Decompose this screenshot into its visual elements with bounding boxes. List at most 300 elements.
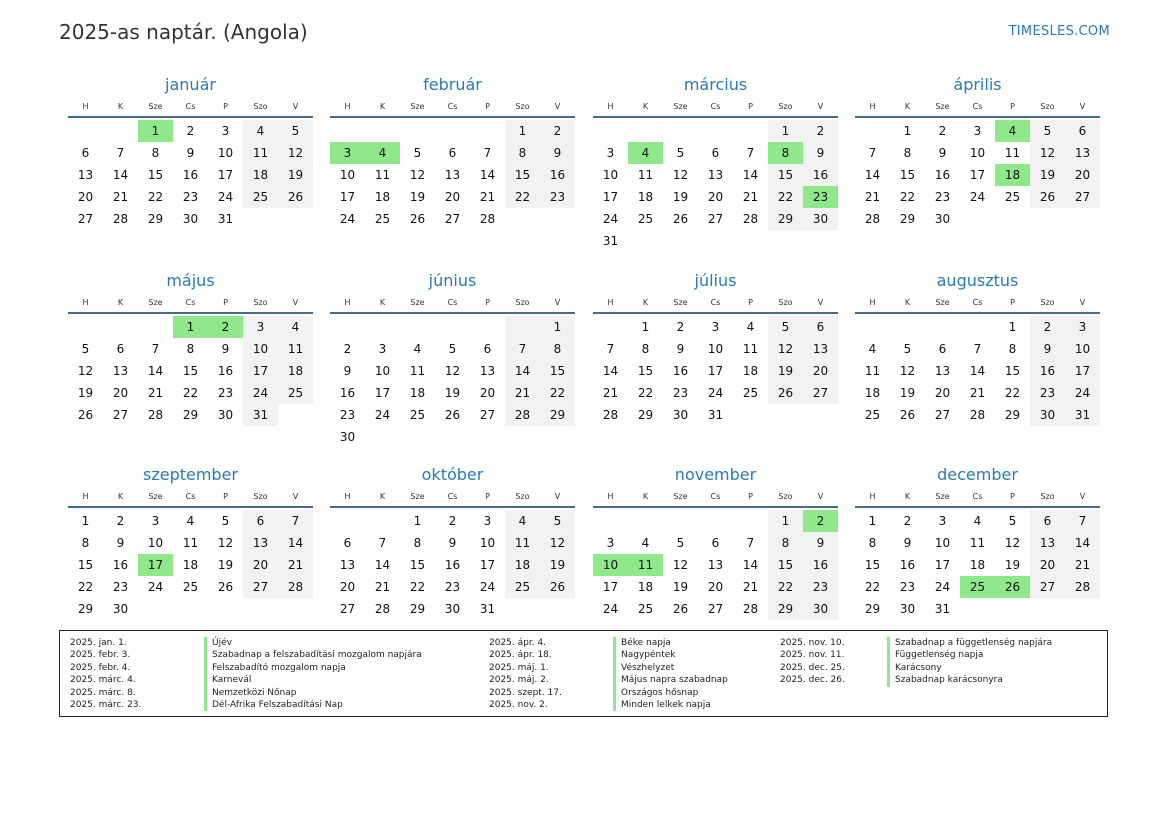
weekday-label: H: [869, 491, 876, 501]
empty-cell: [593, 316, 628, 338]
weekday-label: H: [344, 491, 351, 501]
day: 10: [602, 168, 619, 182]
day: 2: [903, 514, 912, 528]
weekday-label: H: [869, 297, 876, 307]
weekday-header: [330, 292, 575, 314]
day: 2: [116, 514, 125, 528]
holiday-day: 4: [995, 120, 1030, 142]
day: 19: [672, 580, 689, 594]
day: 14: [864, 168, 881, 182]
day: 24: [602, 602, 619, 616]
day: 23: [182, 190, 199, 204]
day-grid: [68, 510, 313, 620]
empty-cell: [470, 120, 505, 142]
holiday-day: 3: [330, 142, 365, 164]
weekday-label: P: [1010, 297, 1015, 307]
weekday-label: Cs: [710, 491, 721, 501]
day: 23: [217, 386, 234, 400]
day: 1: [903, 124, 912, 138]
day: 20: [112, 386, 129, 400]
weekday-header: [593, 96, 838, 118]
day: 3: [606, 536, 615, 550]
day: 12: [672, 558, 689, 572]
empty-cell: [400, 120, 435, 142]
weekday-header: [593, 486, 838, 508]
day: 18: [742, 364, 759, 378]
day: 1: [868, 514, 877, 528]
day: 6: [116, 342, 125, 356]
holiday-day: 2: [803, 510, 838, 532]
day: 31: [1065, 404, 1100, 426]
day: 30: [1030, 404, 1065, 426]
day: 10: [707, 342, 724, 356]
day: 16: [112, 558, 129, 572]
day: 28: [742, 212, 759, 226]
day: 18: [278, 360, 313, 382]
weekday-header: [68, 292, 313, 314]
day: 23: [112, 580, 129, 594]
weekday-label: H: [607, 297, 614, 307]
empty-cell: [593, 120, 628, 142]
day: 29: [637, 408, 654, 422]
day: 26: [768, 382, 803, 404]
weekday-label: P: [748, 101, 753, 111]
day: 2: [186, 124, 195, 138]
day: 7: [378, 536, 387, 550]
day: 20: [803, 360, 838, 382]
day: 1: [641, 320, 650, 334]
day: 3: [1065, 316, 1100, 338]
day: 21: [112, 190, 129, 204]
weekday-label: Sze: [935, 297, 950, 307]
day: 30: [672, 408, 689, 422]
day: 9: [116, 536, 125, 550]
legend-holiday-name: Szabadnap a függetlenség napjára: [895, 638, 1053, 648]
day: 15: [768, 164, 803, 186]
day: 15: [899, 168, 916, 182]
day: 8: [151, 146, 160, 160]
day: 15: [540, 360, 575, 382]
holiday-day: 17: [138, 554, 173, 576]
empty-cell: [435, 316, 470, 338]
day: 24: [479, 580, 496, 594]
day: 9: [221, 342, 230, 356]
month-name: augusztus: [936, 271, 1019, 290]
day: 26: [278, 186, 313, 208]
legend-date: 2025. márc. 23.: [70, 699, 142, 710]
day: 6: [803, 316, 838, 338]
empty-cell: [855, 316, 890, 338]
weekday-label: V: [292, 297, 299, 307]
day: 10: [147, 536, 164, 550]
day: 21: [969, 386, 986, 400]
month-name: december: [937, 465, 1018, 484]
day: 13: [707, 558, 724, 572]
day: 25: [374, 212, 391, 226]
day: 17: [602, 580, 619, 594]
weekday-label: H: [607, 491, 614, 501]
holiday-day: 2: [208, 316, 243, 338]
day: 28: [112, 212, 129, 226]
day: 16: [803, 554, 838, 576]
weekday-label: Cs: [447, 491, 458, 501]
day: 20: [707, 580, 724, 594]
day: 24: [707, 386, 724, 400]
day: 7: [606, 342, 615, 356]
empty-cell: [138, 316, 173, 338]
day: 1: [768, 120, 803, 142]
weekday-label: Sze: [935, 101, 950, 111]
day: 11: [182, 536, 199, 550]
day-grid: [68, 120, 313, 230]
day: 16: [339, 386, 356, 400]
month-2: [330, 74, 575, 230]
day: 11: [969, 536, 986, 550]
day: 15: [768, 554, 803, 576]
day: 26: [444, 408, 461, 422]
weekday-label: Szo: [778, 297, 793, 307]
day: 29: [768, 208, 803, 230]
day: 5: [81, 342, 90, 356]
weekday-label: Cs: [185, 491, 196, 501]
day: 28: [742, 602, 759, 616]
day: 10: [339, 168, 356, 182]
day: 27: [707, 602, 724, 616]
day: 22: [768, 576, 803, 598]
day: 16: [540, 164, 575, 186]
day: 18: [864, 386, 881, 400]
day: 14: [147, 364, 164, 378]
day: 30: [899, 602, 916, 616]
weekday-label: P: [223, 491, 228, 501]
month-name: szeptember: [142, 465, 238, 484]
day: 21: [742, 190, 759, 204]
weekday-header: [855, 96, 1100, 118]
day: 7: [868, 146, 877, 160]
day: 16: [182, 168, 199, 182]
day: 4: [186, 514, 195, 528]
empty-cell: [663, 120, 698, 142]
day: 7: [746, 536, 755, 550]
holiday-legend: [59, 630, 1108, 717]
day: 20: [1030, 554, 1065, 576]
day: 11: [742, 342, 759, 356]
day: 9: [540, 142, 575, 164]
day: 5: [1008, 514, 1017, 528]
weekday-label: P: [485, 491, 490, 501]
day: 30: [803, 208, 838, 230]
holiday-day: 8: [768, 142, 803, 164]
weekday-label: H: [607, 101, 614, 111]
holiday-day: 1: [138, 120, 173, 142]
legend-date: 2025. nov. 11.: [780, 650, 845, 661]
day: 27: [77, 212, 94, 226]
day: 19: [444, 386, 461, 400]
day: 15: [1004, 364, 1021, 378]
day: 25: [182, 580, 199, 594]
weekday-label: Szo: [778, 101, 793, 111]
day: 12: [768, 338, 803, 360]
day: 25: [742, 386, 759, 400]
day: 7: [116, 146, 125, 160]
day: 5: [903, 342, 912, 356]
weekday-label: Cs: [447, 101, 458, 111]
day: 17: [374, 386, 391, 400]
day-grid: [855, 510, 1100, 620]
holiday-day: 18: [995, 164, 1030, 186]
day: 5: [540, 510, 575, 532]
day: 6: [938, 342, 947, 356]
day: 13: [1065, 142, 1100, 164]
day: 13: [444, 168, 461, 182]
day: 15: [147, 168, 164, 182]
day: 3: [151, 514, 160, 528]
day: 21: [479, 190, 496, 204]
day: 19: [1004, 558, 1021, 572]
holiday-day: 1: [173, 316, 208, 338]
day: 6: [711, 536, 720, 550]
day: 6: [448, 146, 457, 160]
holiday-day: 26: [995, 576, 1030, 598]
day: 8: [413, 536, 422, 550]
empty-cell: [733, 120, 768, 142]
day: 5: [1030, 120, 1065, 142]
empty-cell: [330, 120, 365, 142]
day: 12: [217, 536, 234, 550]
day: 8: [768, 532, 803, 554]
day: 19: [278, 164, 313, 186]
day: 15: [77, 558, 94, 572]
weekday-label: H: [82, 297, 89, 307]
empty-cell: [925, 316, 960, 338]
day: 10: [217, 146, 234, 160]
legend-date: 2025. szept. 17.: [489, 687, 562, 698]
day: 31: [707, 408, 724, 422]
weekday-label: H: [82, 101, 89, 111]
day: 28: [147, 408, 164, 422]
weekday-label: V: [554, 491, 561, 501]
day: 23: [540, 186, 575, 208]
weekday-label: V: [554, 297, 561, 307]
day: 11: [374, 168, 391, 182]
empty-cell: [663, 510, 698, 532]
day: 31: [934, 602, 951, 616]
day: 6: [243, 510, 278, 532]
day: 20: [1065, 164, 1100, 186]
empty-cell: [890, 316, 925, 338]
empty-cell: [470, 316, 505, 338]
day: 18: [182, 558, 199, 572]
weekday-label: Sze: [673, 297, 688, 307]
weekday-label: V: [292, 491, 299, 501]
day: 12: [278, 142, 313, 164]
day: 15: [505, 164, 540, 186]
day: 8: [903, 146, 912, 160]
month-name: április: [953, 75, 1002, 94]
day: 30: [112, 602, 129, 616]
empty-cell: [103, 316, 138, 338]
legend-date: 2025. febr. 3.: [70, 650, 131, 661]
weekday-label: Sze: [673, 491, 688, 501]
site-link[interactable]: TIMESLES.COM: [1008, 24, 1110, 39]
day: 22: [899, 190, 916, 204]
day: 13: [934, 364, 951, 378]
day: 21: [374, 580, 391, 594]
day: 29: [77, 602, 94, 616]
weekday-label: Szo: [253, 297, 268, 307]
day: 8: [81, 536, 90, 550]
weekday-label: Szo: [253, 491, 268, 501]
day: 18: [505, 554, 540, 576]
day: 31: [217, 212, 234, 226]
weekday-label: Szo: [1040, 297, 1055, 307]
day: 3: [378, 342, 387, 356]
day: 1: [505, 120, 540, 142]
day: 15: [637, 364, 654, 378]
day: 21: [742, 580, 759, 594]
day: 23: [444, 580, 461, 594]
weekday-header: [855, 292, 1100, 314]
day: 3: [606, 146, 615, 160]
day-grid: [593, 120, 838, 252]
day: 10: [1065, 338, 1100, 360]
day: 22: [540, 382, 575, 404]
day: 20: [339, 580, 356, 594]
day: 11: [409, 364, 426, 378]
day: 27: [112, 408, 129, 422]
day: 5: [768, 316, 803, 338]
day: 29: [409, 602, 426, 616]
day: 19: [768, 360, 803, 382]
day: 1: [1008, 320, 1017, 334]
day: 2: [448, 514, 457, 528]
day: 6: [1030, 510, 1065, 532]
day: 27: [243, 576, 278, 598]
day: 22: [77, 580, 94, 594]
day: 5: [278, 120, 313, 142]
weekday-label: P: [223, 101, 228, 111]
legend-holiday-name: Szabadnap karácsonyra: [895, 675, 1003, 686]
day: 23: [934, 190, 951, 204]
day: 18: [637, 190, 654, 204]
weekday-label: V: [817, 491, 824, 501]
weekday-label: P: [1010, 491, 1015, 501]
day: 30: [339, 430, 356, 444]
weekday-label: H: [344, 101, 351, 111]
day: 16: [803, 164, 838, 186]
weekday-label: Szo: [515, 101, 530, 111]
day: 4: [641, 536, 650, 550]
day: 14: [1065, 532, 1100, 554]
legend-holiday-name: Vészhelyzet: [621, 662, 675, 673]
day: 8: [505, 142, 540, 164]
legend-date: 2025. márc. 4.: [70, 675, 136, 686]
weekday-label: P: [485, 101, 490, 111]
day: 19: [672, 190, 689, 204]
legend-date: 2025. nov. 2.: [489, 699, 548, 710]
weekday-label: Sze: [148, 491, 163, 501]
day: 5: [676, 536, 685, 550]
day: 23: [672, 386, 689, 400]
day: 24: [1065, 382, 1100, 404]
page-title: 2025-as naptár. (Angola): [59, 20, 308, 44]
day: 26: [672, 602, 689, 616]
day: 2: [676, 320, 685, 334]
day: 27: [339, 602, 356, 616]
weekday-label: K: [642, 491, 649, 501]
month-7: [593, 270, 838, 426]
weekday-label: P: [485, 297, 490, 307]
day: 3: [221, 124, 230, 138]
day: 21: [864, 190, 881, 204]
day: 3: [711, 320, 720, 334]
month-name: június: [428, 271, 477, 290]
day: 24: [934, 580, 951, 594]
legend-date: 2025. máj. 1.: [489, 662, 549, 673]
day: 9: [676, 342, 685, 356]
month-name: október: [421, 465, 484, 484]
month-1: [68, 74, 313, 230]
day: 30: [217, 408, 234, 422]
day: 8: [641, 342, 650, 356]
weekday-label: Szo: [778, 491, 793, 501]
holiday-day: 4: [365, 142, 400, 164]
weekday-label: K: [117, 491, 124, 501]
weekday-label: Cs: [185, 297, 196, 307]
day: 21: [1065, 554, 1100, 576]
day: 20: [77, 190, 94, 204]
empty-cell: [400, 316, 435, 338]
day: 26: [1030, 186, 1065, 208]
day: 17: [707, 364, 724, 378]
legend-date: 2025. dec. 26.: [780, 675, 845, 686]
day: 30: [803, 598, 838, 620]
day: 27: [803, 382, 838, 404]
day: 27: [1030, 576, 1065, 598]
legend-date: 2025. ápr. 18.: [489, 650, 552, 661]
day: 28: [602, 408, 619, 422]
day: 8: [1008, 342, 1017, 356]
day: 2: [343, 342, 352, 356]
day: 6: [483, 342, 492, 356]
day: 20: [479, 386, 496, 400]
day: 18: [969, 558, 986, 572]
day: 10: [479, 536, 496, 550]
day: 11: [505, 532, 540, 554]
month-6: [330, 270, 575, 448]
day: 13: [1030, 532, 1065, 554]
day: 3: [483, 514, 492, 528]
month-4: [855, 74, 1100, 230]
day: 6: [1065, 120, 1100, 142]
month-name: február: [423, 75, 482, 94]
weekday-label: Sze: [935, 491, 950, 501]
day: 7: [151, 342, 160, 356]
day: 2: [540, 120, 575, 142]
day: 26: [899, 408, 916, 422]
day: 17: [217, 168, 234, 182]
day: 4: [868, 342, 877, 356]
day: 31: [243, 404, 278, 426]
weekday-label: Cs: [710, 101, 721, 111]
day: 27: [444, 212, 461, 226]
day: 20: [707, 190, 724, 204]
day: 24: [147, 580, 164, 594]
weekday-label: K: [904, 101, 911, 111]
legend-holiday-name: Nemzetközi Nőnap: [212, 687, 297, 698]
month-name: november: [674, 465, 757, 484]
empty-cell: [733, 510, 768, 532]
